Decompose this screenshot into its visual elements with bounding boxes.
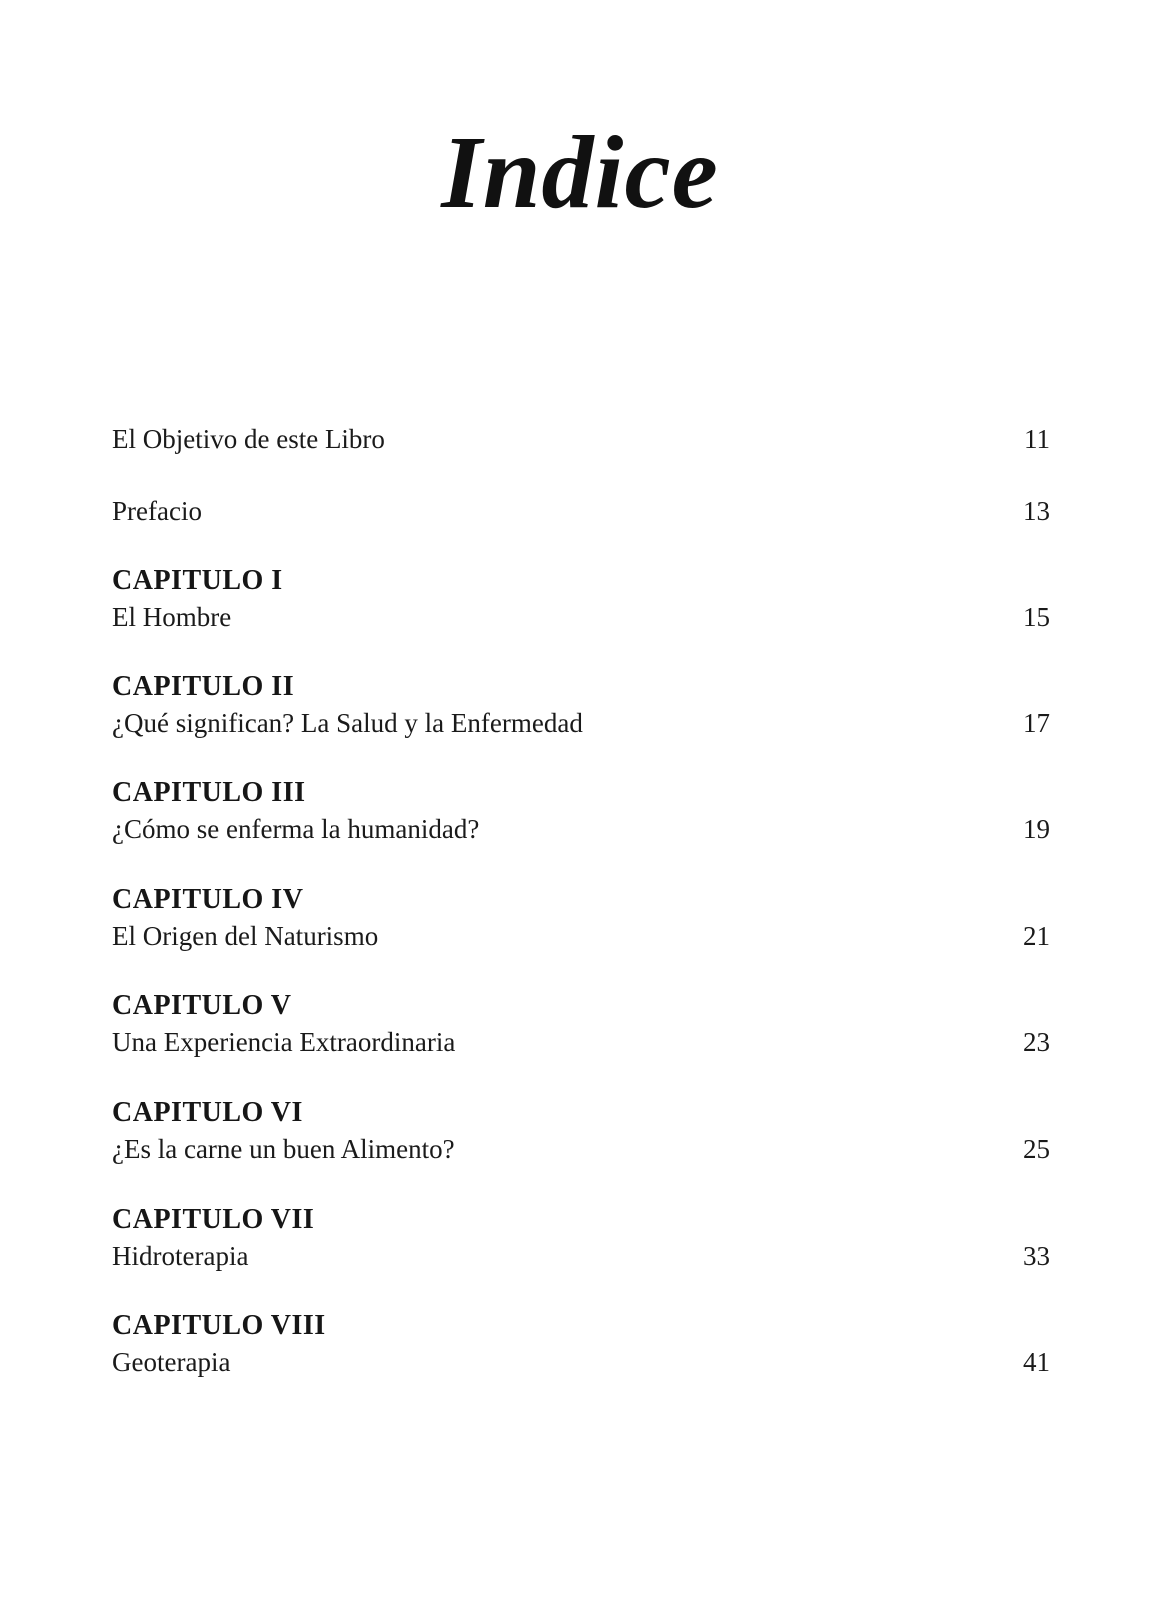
toc-entry-page-number: 13: [1023, 496, 1050, 526]
toc-chapter-label: CAPITULO I: [112, 565, 283, 596]
toc-entry-title: Geoterapia: [112, 1347, 231, 1377]
toc-entry-page-number: 11: [1024, 424, 1050, 454]
page-title: Indice: [441, 115, 719, 230]
toc-entry-page-number: 23: [1023, 1027, 1050, 1057]
toc-chapter-label: CAPITULO V: [112, 990, 292, 1021]
toc-chapter-label: CAPITULO III: [112, 777, 306, 808]
toc-entry-page-number: 15: [1023, 602, 1050, 632]
toc-entry-page-number: 21: [1023, 921, 1050, 951]
toc-entry-page-number: 33: [1023, 1241, 1050, 1271]
toc-entry-title: Hidroterapia: [112, 1241, 249, 1271]
toc-chapter-label: CAPITULO VI: [112, 1097, 303, 1128]
toc-entry-title: ¿Cómo se enferma la humanidad?: [112, 814, 480, 844]
toc-entry-title: ¿Qué significan? La Salud y la Enfermedad: [112, 708, 583, 738]
toc-chapter-label: CAPITULO II: [112, 671, 295, 702]
table-of-contents: [112, 0, 1050, 1610]
toc-entry-page-number: 19: [1023, 814, 1050, 844]
toc-entry-page-number: 17: [1023, 708, 1050, 738]
toc-entry-title: El Origen del Naturismo: [112, 921, 379, 951]
toc-entry-page-number: 41: [1023, 1347, 1050, 1377]
toc-entry-title: El Objetivo de este Libro: [112, 424, 385, 454]
toc-chapter-label: CAPITULO VII: [112, 1204, 315, 1235]
toc-entry-page-number: 25: [1023, 1134, 1050, 1164]
toc-entry-title: El Hombre: [112, 602, 232, 632]
toc-entry-title: ¿Es la carne un buen Alimento?: [112, 1134, 455, 1164]
toc-chapter-label: CAPITULO VIII: [112, 1310, 326, 1341]
toc-entry-title: Una Experiencia Extraordinaria: [112, 1027, 456, 1057]
toc-chapter-label: CAPITULO IV: [112, 884, 304, 915]
toc-entry-title: Prefacio: [112, 496, 202, 526]
